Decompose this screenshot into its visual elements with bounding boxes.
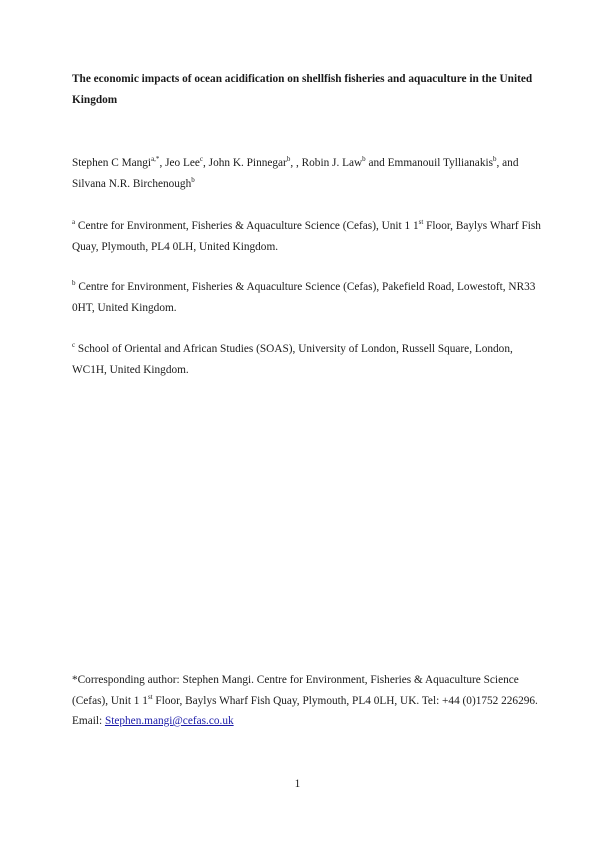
page-number: 1: [294, 778, 301, 790]
affiliation-text: Centre for Environment, Fisheries & Aquaculture Science (Cefas), Unit 1 1: [75, 220, 419, 232]
affiliation-mark: b: [72, 279, 76, 288]
corresponding-text: *Corresponding author: Stephen Mangi. Centre for Environment, Fisheries & Aquaculture Science (Cefas), Unit 1 1: [72, 674, 519, 707]
author-name: Emmanouil Tyllianakis: [387, 157, 494, 169]
author-name: Silvana N.R. Birchenough: [72, 177, 192, 190]
author-separator: , ,: [290, 157, 302, 169]
author-affiliation-mark: c: [199, 155, 204, 164]
author-affiliation-mark: b: [191, 175, 195, 184]
affiliation-mark: a: [72, 218, 76, 227]
author-affiliation-mark: b: [493, 155, 497, 164]
corresponding-text: Floor, Baylys Wharf Fish Quay, Plymouth, PL4 0LH, UK. Tel: +44 (0)1752 226296. Email:: [72, 694, 538, 727]
affiliation-a: [72, 216, 542, 257]
author-separator: and: [365, 157, 388, 169]
ordinal-suffix: st: [418, 218, 424, 227]
affiliation-text: Floor, Baylys Wharf Fish Quay, Plymouth, PL4 0LH, United Kingdom.: [72, 220, 541, 253]
author-affiliation-mark: a,*: [151, 155, 160, 164]
author-affiliation-mark: b: [286, 155, 291, 164]
affiliation-mark: c: [72, 341, 76, 350]
affiliation-c: [72, 339, 542, 380]
author-name: Stephen C Mangi: [72, 157, 152, 169]
email-link[interactable]: Stephen.mangi@cefas.co.uk: [104, 715, 234, 727]
corresponding-author-note: [72, 670, 542, 732]
author-separator: , and: [496, 157, 519, 169]
author-name: John K. Pinnegar: [208, 157, 287, 169]
author-separator: ,: [159, 157, 166, 169]
paper-title: The economic impacts of ocean acidification on shellfish fisheries and aquaculture in the United Kingdom: [72, 73, 533, 106]
author-name: Robin J. Law: [301, 157, 363, 169]
affiliation-b: [72, 277, 542, 318]
author-name: Jeo Lee: [165, 157, 200, 169]
ordinal-suffix: st: [147, 692, 153, 701]
author-list: [72, 153, 542, 194]
affiliation-text: Centre for Environment, Fisheries & Aquaculture Science (Cefas), Pakefield Road, Lowestoft, NR33 0HT, United Kingdom.: [72, 281, 536, 314]
affiliation-text: School of Oriental and African Studies (SOAS), University of London, Russell Square, London, WC1H, United Kingdom.: [72, 343, 513, 376]
author-separator: ,: [203, 157, 209, 169]
author-affiliation-mark: b: [362, 155, 366, 164]
